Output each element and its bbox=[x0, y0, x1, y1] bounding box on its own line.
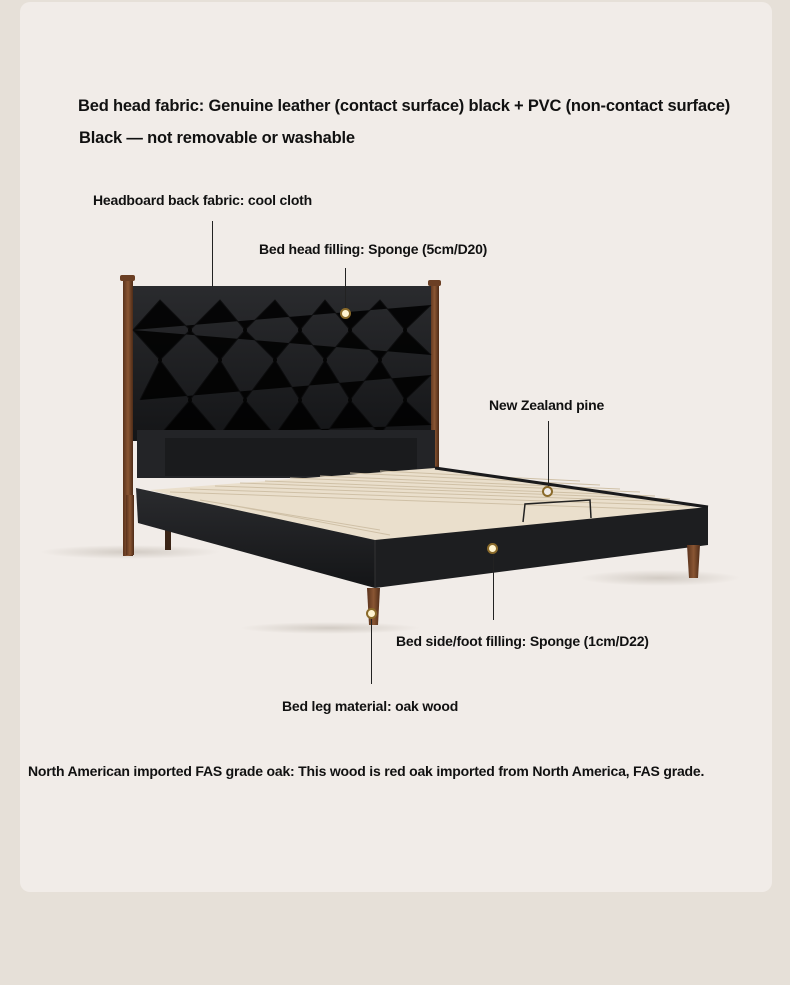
slats-marker-icon bbox=[542, 486, 553, 497]
leg-material-leader-line bbox=[371, 618, 372, 684]
headboard-back-fabric-label: Headboard back fabric: cool cloth bbox=[93, 192, 312, 208]
slats-material-label: New Zealand pine bbox=[489, 397, 605, 413]
headboard-back-leader-line bbox=[212, 221, 213, 287]
slats-leader-line bbox=[548, 421, 549, 487]
bed-head-fabric-title: Bed head fabric: Genuine leather (contact surface) black + PVC (non-contact surface) bbox=[78, 97, 731, 115]
oak-footnote: North American imported FAS grade oak: This wood is red oak imported from North America, FAS grade. bbox=[28, 763, 705, 779]
side-filling-marker-icon bbox=[487, 543, 498, 554]
side-filling-leader-line bbox=[493, 554, 494, 620]
bed-head-filling-leader-line bbox=[345, 268, 346, 310]
bed-head-fabric-subtitle: Black — not removable or washable bbox=[79, 129, 355, 147]
bed-head-filling-marker-icon bbox=[340, 308, 351, 319]
leg-material-marker-icon bbox=[366, 608, 377, 619]
side-foot-filling-label: Bed side/foot filling: Sponge (1cm/D22) bbox=[396, 633, 649, 649]
leg-material-label: Bed leg material: oak wood bbox=[282, 698, 459, 714]
bed-head-filling-label: Bed head filling: Sponge (5cm/D20) bbox=[259, 241, 488, 257]
